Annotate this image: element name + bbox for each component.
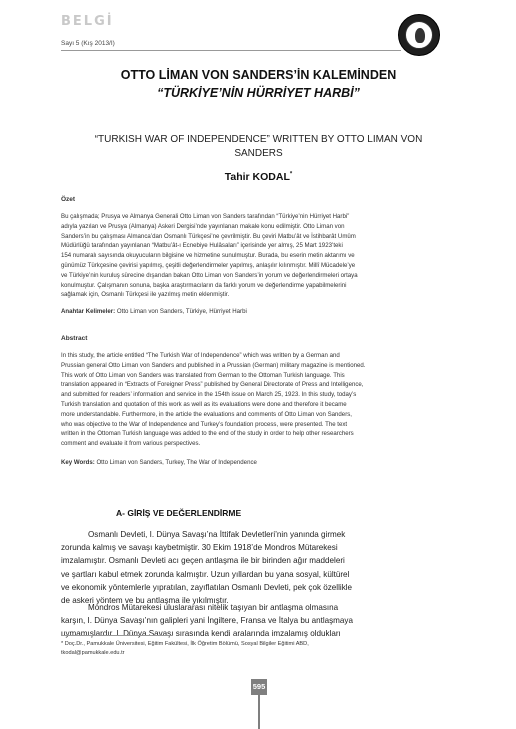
ozet-text xyxy=(61,212,455,300)
ozet-line: konulmuştur. Çalışmanın sonuna, başka araştırmacıların da farklı yorum ve değerlendirme yapabilmelerini xyxy=(61,281,347,289)
university-seal-icon xyxy=(398,14,440,56)
abstract-line: written in the Ottoman Turkish language was added to the end of the study in order to help other researchers xyxy=(61,430,354,438)
body-line: zorunda kalmış ve savaşı kaybetmiştir. 30 Ekim 1918’de Mondros Mütarekesi xyxy=(61,543,338,553)
footnote xyxy=(61,640,455,658)
author-name xyxy=(61,171,456,183)
body-line: imzalamıştır. Osmanlı Devleti acı geçen antlaşma ile bir birinden ağır maddeleri xyxy=(61,556,345,566)
body-line: ve şartları kabul etmek zorunda kalmıştır. Uzun yıllardan bu yana sosyal, kültürel xyxy=(61,569,350,579)
article-title-line1: OTTO LİMAN VON SANDERS’İN KALEMİNDEN xyxy=(120,68,397,82)
author-footnote-mark: * xyxy=(289,171,293,178)
ozet-line: günümüz Türkçesine çevirisi yapılmış, çeşitli değerlendirmeler yapılmış, anlaşılır kılınmıştır. Millî Mücadele’ye xyxy=(61,261,356,269)
abstract-text xyxy=(61,351,455,449)
ozet-line: Bu çalışmada; Prusya ve Almanya Generali Otto Liman von Sanders tarafından “Türkiye’nin Hürriyet Harbi” xyxy=(61,213,350,220)
anahtar-text: Otto Liman von Sanders, Türkiye, Hürriyet Harbi xyxy=(115,308,247,315)
ozet-line: sağlamak için, Osmanlı Türkçesi ile yazılmış metin eklenmiştir. xyxy=(61,291,230,299)
ozet-line: 154 numaralı sayısında okuyucuların bilgisine ve hizmetine sunulmuştur. Burada, bu eserin metin aktarımı ve xyxy=(61,252,355,260)
body-line: ve ekonomik yöntemlerle yıpratılan, zayıflatılan Osmanlı Devleti, pek çok özellikle xyxy=(61,582,353,592)
abstract-line: and submitted for readers’ information and service in the 154th issue on March 25, 1923. In this study, today’s xyxy=(61,391,357,399)
abstract-line: Turkish translation and quotation of this work as well as its evaluations were done and therefore it became xyxy=(61,400,347,408)
body-line: uymamışlardır. I. Dünya Savaşı sırasında kendi aralarında imzalamış oldukları xyxy=(61,629,341,639)
abstract-line: comment and evaluate it from various perspectives. xyxy=(61,440,201,448)
body-line: Osmanlı Devleti, I. Dünya Savaşı’na İttifak Devletleri’nin yanında girmek xyxy=(88,530,346,539)
footnote-divider xyxy=(61,635,173,636)
keywords-label: Key Words: xyxy=(61,459,95,466)
abstract-line: This work of Otto Liman von Sanders was translated from German to the Ottoman Turkish language. This xyxy=(61,371,345,379)
keywords-text: Otto Liman von Sanders, Turkey, The War of Independence xyxy=(94,459,257,466)
anahtar-kelimeler xyxy=(61,308,247,315)
ozet-line: Sanders’in bu çalışması Almanca’dan Osmanlı Türkçesi’ne çevrilmiştir. Bu çeviri Matbu’ât ve İstihbarât Umûm xyxy=(61,232,356,240)
abstract-line: In this study, the article entitled “The Turkish War of Independence” which was written by a German and xyxy=(61,352,340,359)
page-number: 595 xyxy=(251,679,267,695)
footnote-line1: * Doç.Dr., Pamukkale Üniversitesi, Eğitim Fakültesi, İlk Öğretim Bölümü, Sosyal Bilgiler Eğitimi ABD, xyxy=(61,641,309,647)
abstract-label: Abstract xyxy=(61,335,88,342)
ozet-line: adıyla yazılan ve Prusya (Almanya) Askeri Dergisi’nde yayınlanan makale konu edilmiştir. Otto Liman von xyxy=(61,222,345,230)
body-paragraph-1 xyxy=(61,528,455,607)
abstract-line: translation appeared in “Extracts of Foreigner Press” published by General Directorate of Press and Intelligence, xyxy=(61,381,364,389)
ozet-line: ve Türkiye’nin kuruluş sürecine dışarıdan bakan Otto Liman von Sanders’in yorum ve değerlendirmeleri ortaya xyxy=(61,271,358,279)
author-name-text: Tahir KODAL xyxy=(224,171,290,183)
section-heading: A- GİRİŞ VE DEĞERLENDİRME xyxy=(116,508,242,518)
body-line: karşın, I. Dünya Savaşı’nın galipleri yani İngiltere, Fransa ve İtalya bu antlaşmaya xyxy=(61,616,353,626)
ozet-label: Özet xyxy=(61,196,76,203)
english-title-line1: “TURKISH WAR OF INDEPENDENCE” WRITTEN BY OTTO LIMAN VON xyxy=(94,134,423,145)
footnote-line2: tkodal@pamukkale.edu.tr xyxy=(61,650,125,656)
abstract-line: Prussian general Otto Liman von Sanders and published in a Prussian (German) military magazine is mentioned. xyxy=(61,361,366,369)
english-title-line2: SANDERS xyxy=(234,148,283,159)
header-divider xyxy=(61,50,401,51)
body-line: Mondros Mütarekesi uluslararası nitelik taşıyan bir antlaşma olmasına xyxy=(88,603,339,612)
article-title-line2: “TÜRKİYE’NİN HÜRRİYET HARBİ” xyxy=(157,86,360,100)
body-line: de askeri yöntem ve bu antlaşma ile yıkılmıştır. xyxy=(61,596,229,606)
abstract-line: more understandable. Furthermore, in the article the evaluations and comments of Otto Liman von Sanders, xyxy=(61,410,352,418)
issue-info: Sayı 5 (Kış 2013/I) xyxy=(61,40,115,47)
abstract-line: who was objective to the War of Independence and Turkey’s foundation process, were presented. The text xyxy=(61,420,348,428)
page-number-stem xyxy=(258,695,260,729)
anahtar-label: Anahtar Kelimeler: xyxy=(61,308,116,315)
ozet-line: Müdürlüğü tarafından yayınlanan “Matbu’ât-ı Ecnebiye Hulâsaları” içerisinde yer almış, 25 Mart 1923’teki xyxy=(61,242,343,250)
journal-logo: BELGİ xyxy=(61,14,114,29)
english-title xyxy=(61,133,456,161)
key-words xyxy=(61,459,257,466)
